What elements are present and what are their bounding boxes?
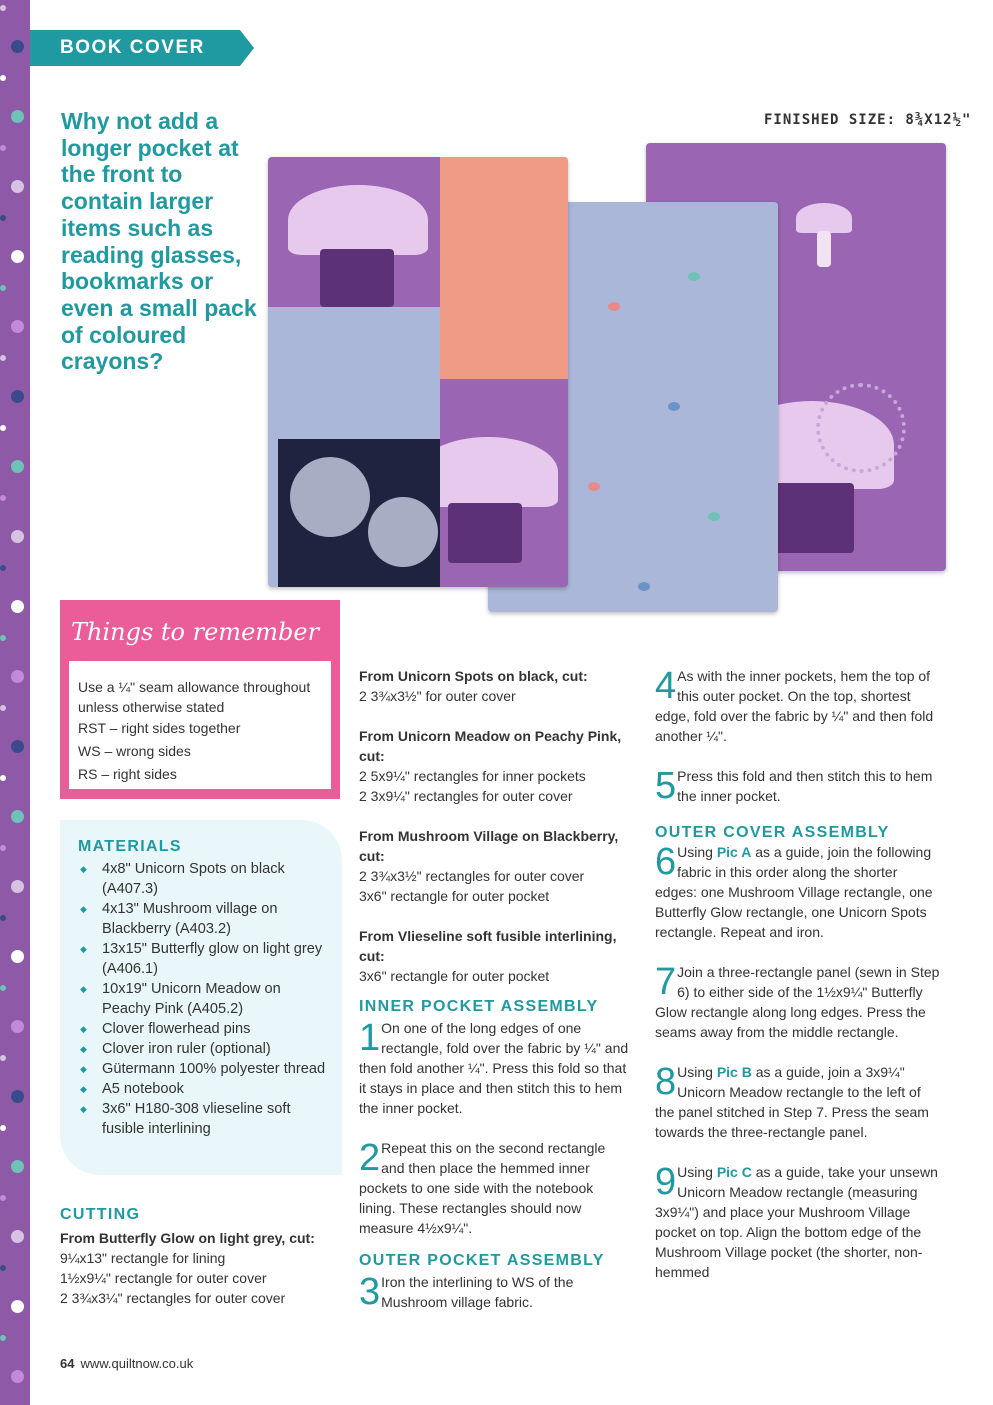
fabric-dot xyxy=(11,180,24,193)
fabric-dot xyxy=(11,460,24,473)
step-number: 1 xyxy=(359,1017,381,1059)
step-3 xyxy=(359,1272,631,1312)
step-text: as a guide, join the following fabric in this order along the shorter edges: one Mushroom Village rectangle, one Butterfly Glow rectangle, one Unicorn Spots rectangle. Repeat and iron. xyxy=(655,844,933,940)
material-item: ◆ 13x15" Butterfly glow on light grey (A406.1) xyxy=(78,939,328,979)
cutting-heading: From Mushroom Village on Blackberry, cut: xyxy=(359,828,619,864)
step-6 xyxy=(655,842,940,942)
step-text-pre: Using xyxy=(677,1164,717,1180)
remember-item: RST – right sides together xyxy=(78,720,241,736)
remember-title: Things to remember xyxy=(71,618,320,646)
fabric-dot xyxy=(0,1265,6,1271)
material-item: ◆ 10x19" Unicorn Meadow on Peachy Pink (A405.2) xyxy=(78,979,328,1019)
fabric-dot xyxy=(11,390,24,403)
material-item: ◆ 3x6" H180-308 vlieseline soft fusible interlining xyxy=(78,1099,328,1139)
section-tab: BOOK COVER xyxy=(30,30,240,66)
cutting-line: 2 3¾x3½" rectangles for outer cover xyxy=(359,868,585,884)
fabric-dot xyxy=(0,75,6,81)
cutting-line: 3x6" rectangle for outer pocket xyxy=(359,888,550,904)
fabric-dot xyxy=(11,1370,24,1383)
cutting-section xyxy=(60,1206,350,1308)
step-number: 8 xyxy=(655,1061,677,1103)
step-number: 2 xyxy=(359,1137,381,1179)
cutting-line: 2 5x9¼" rectangles for inner pockets xyxy=(359,768,586,784)
material-item: ◆ A5 notebook xyxy=(78,1079,328,1099)
outer-pocket-title: OUTER POCKET ASSEMBLY xyxy=(359,1252,605,1269)
finished-size: FINISHED SIZE: 8¾X12½" xyxy=(764,112,972,128)
remember-item: WS – wrong sides xyxy=(78,743,191,759)
step-text-pre: Using xyxy=(677,844,717,860)
material-item: ◆ 4x8" Unicorn Spots on black (A407.3) xyxy=(78,859,328,899)
fabric-dot xyxy=(0,5,6,11)
fabric-dot xyxy=(0,285,6,291)
cutting-heading: From Butterfly Glow on light grey, cut: xyxy=(60,1230,315,1246)
cutting-line: 2 3¾x3¼" rectangles for outer cover xyxy=(60,1290,286,1306)
pic-reference: Pic A xyxy=(716,844,752,860)
pic-reference: Pic B xyxy=(716,1064,752,1080)
materials-title: MATERIALS xyxy=(78,838,182,855)
fabric-dot xyxy=(0,1055,6,1061)
fabric-dot xyxy=(11,740,24,753)
pic-reference: Pic C xyxy=(716,1164,752,1180)
fabric-dot xyxy=(11,1230,24,1243)
step-text: as a guide, take your unsewn Unicorn Meadow rectangle (measuring 3x9¼") and place your Mushroom Village pocket on top. Align the bottom edge of the Mushroom Village pocket (the shorter, non-hemmed xyxy=(655,1164,938,1280)
fabric-dot xyxy=(11,880,24,893)
cutting-line: 3x6" rectangle for outer pocket xyxy=(359,968,550,984)
step-number: 7 xyxy=(655,961,677,1003)
fabric-dot xyxy=(11,530,24,543)
page-number: 64 xyxy=(60,1356,75,1371)
step-number: 5 xyxy=(655,765,677,807)
step-text: Iron the interlining to WS of the Mushroom village fabric. xyxy=(381,1274,574,1310)
material-item: ◆ Clover iron ruler (optional) xyxy=(78,1039,328,1059)
step-number: 4 xyxy=(655,665,677,707)
fabric-dot xyxy=(11,1160,24,1173)
cutting-group xyxy=(359,666,631,706)
footer-url[interactable]: www.quiltnow.co.uk xyxy=(80,1356,194,1371)
step-text: Repeat this on the second rectangle and then place the hemmed inner pockets to one side with the notebook lining. These rectangles should now measure 4½x9¼". xyxy=(359,1140,606,1236)
cutting-group xyxy=(359,826,631,906)
fabric-dot xyxy=(11,1300,24,1313)
fabric-dot xyxy=(11,670,24,683)
book-cover-front xyxy=(268,157,568,587)
cutting-line: 2 3¾x3½" for outer cover xyxy=(359,688,516,704)
materials-list xyxy=(78,859,342,1139)
intro-text: Why not add a longer pocket at the front to contain larger items such as reading glasses, bookmarks or even a small pack of coloured crayons? xyxy=(61,108,257,375)
cutting-group xyxy=(359,726,631,806)
step-number: 3 xyxy=(359,1271,381,1313)
fabric-dot xyxy=(0,985,6,991)
materials-box xyxy=(60,820,342,1175)
page-footer xyxy=(60,1356,193,1371)
fabric-dot xyxy=(0,495,6,501)
cutting-heading: From Vlieseline soft fusible interlining, cut: xyxy=(359,928,617,964)
step-text: On one of the long edges of one rectangle, fold over the fabric by ¼" and then fold another ¼". Press this fold so that it stays in place and then stitch this to hem the inner pocket. xyxy=(359,1020,629,1116)
fabric-dot xyxy=(0,1335,6,1341)
fabric-dot xyxy=(0,215,6,221)
step-9 xyxy=(655,1162,940,1282)
fabric-dot xyxy=(11,110,24,123)
step-text: as a guide, join a 3x9¼" Unicorn Meadow rectangle to the left of the panel stitched in Step 7. Press the seam towards the three-rectangle panel. xyxy=(655,1064,929,1140)
step-8 xyxy=(655,1062,940,1142)
fabric-dot xyxy=(0,635,6,641)
cutting-group xyxy=(359,926,631,986)
remember-item: RS – right sides xyxy=(78,766,177,782)
fabric-border-strip xyxy=(0,0,30,1405)
fabric-dot xyxy=(11,1090,24,1103)
fabric-dot xyxy=(11,40,24,53)
things-to-remember-box xyxy=(60,600,340,799)
outer-cover-title: OUTER COVER ASSEMBLY xyxy=(655,824,890,841)
step-text: As with the inner pockets, hem the top of this outer pocket. On the top, shortest edge, fold over the fabric by ¼" and then fold another ¼". xyxy=(655,668,934,744)
fabric-dot xyxy=(0,705,6,711)
step-number: 6 xyxy=(655,841,677,883)
step-5 xyxy=(655,766,940,806)
fabric-dot xyxy=(11,810,24,823)
fabric-dot xyxy=(0,845,6,851)
step-text: Press this fold and then stitch this to hem the inner pocket. xyxy=(677,768,933,804)
fabric-dot xyxy=(0,915,6,921)
step-text: Join a three-rectangle panel (sewn in Step 6) to either side of the 1½x9¼" Butterfly Glow rectangle along long edges. Press the seams away from the middle rectangle. xyxy=(655,964,940,1040)
remember-item: Use a ¼" seam allowance throughout unless otherwise stated xyxy=(78,679,311,715)
cutting-line: 9¼x13" rectangle for lining xyxy=(60,1250,226,1266)
cutting-heading: From Unicorn Meadow on Peachy Pink, cut: xyxy=(359,728,622,764)
remember-list xyxy=(69,661,331,789)
fabric-dot xyxy=(0,145,6,151)
cutting-line: 2 3x9¼" rectangles for outer cover xyxy=(359,788,573,804)
fabric-dot xyxy=(0,775,6,781)
step-number: 9 xyxy=(655,1161,677,1203)
step-1 xyxy=(359,1018,631,1118)
fabric-dot xyxy=(0,1195,6,1201)
fabric-dot xyxy=(0,565,6,571)
material-item: ◆ Clover flowerhead pins xyxy=(78,1019,328,1039)
cutting-title: CUTTING xyxy=(60,1206,141,1223)
cutting-line: 1½x9¼" rectangle for outer cover xyxy=(60,1270,267,1286)
fabric-dot xyxy=(11,600,24,613)
column-right xyxy=(655,666,940,1282)
inner-pocket-title: INNER POCKET ASSEMBLY xyxy=(359,998,599,1015)
fabric-dot xyxy=(11,320,24,333)
column-middle xyxy=(359,666,631,1312)
step-7 xyxy=(655,962,940,1042)
fabric-dot xyxy=(0,425,6,431)
material-item: ◆ 4x13" Mushroom village on Blackberry (A403.2) xyxy=(78,899,328,939)
step-2 xyxy=(359,1138,631,1238)
material-item: ◆ Gütermann 100% polyester thread xyxy=(78,1059,328,1079)
step-4 xyxy=(655,666,940,746)
fabric-dot xyxy=(11,250,24,263)
fabric-dot xyxy=(11,1020,24,1033)
fabric-dot xyxy=(0,355,6,361)
cutting-heading: From Unicorn Spots on black, cut: xyxy=(359,668,588,684)
fabric-dot xyxy=(0,1125,6,1131)
fabric-dot xyxy=(11,950,24,963)
step-text-pre: Using xyxy=(677,1064,717,1080)
